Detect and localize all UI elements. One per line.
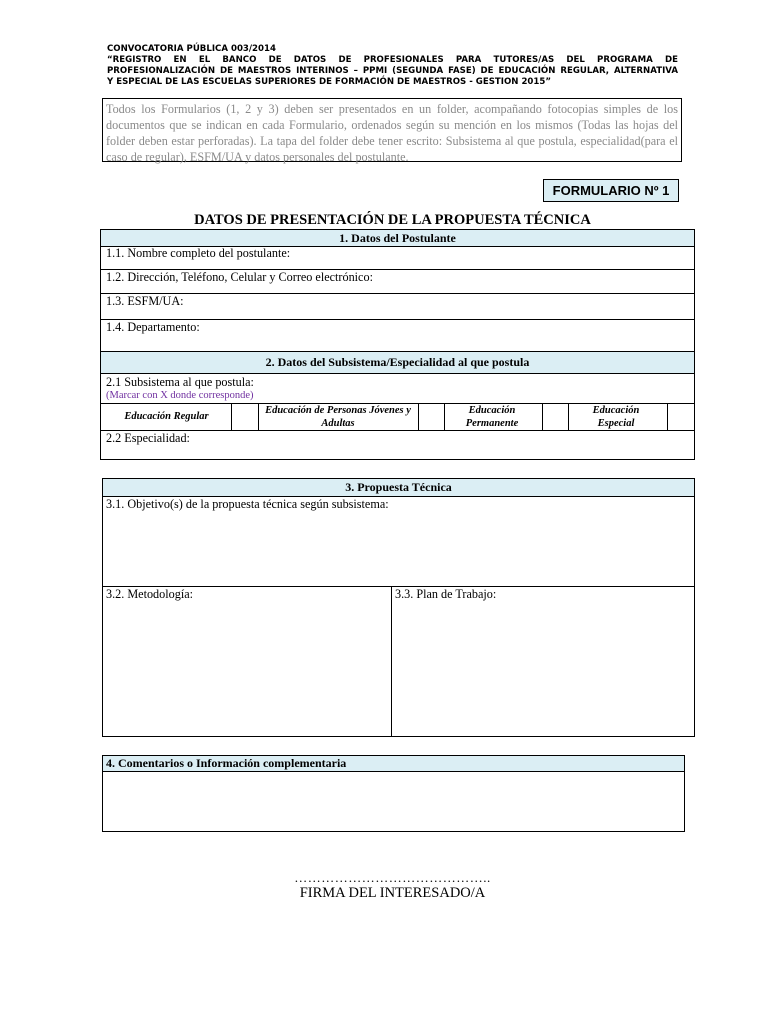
comments-field[interactable] (103, 772, 684, 831)
checkbox-educacion-permanente[interactable] (543, 404, 568, 430)
option-educacion-permanente: Educación Permanente (465, 405, 519, 429)
signature-label: FIRMA DEL INTERESADO/A (299, 885, 486, 901)
instructions-note: Todos los Formularios (1, 2 y 3) deben ser presentados en un folder, acompañando fotocopias simples de los documentos que se indican en cada Formulario, ordenados según su mención en los mismos (Todas las hojas del folder deben estar perforadas). La tapa del folder debe tener escrito: Subsistema al que postula, especialidad(para el caso de regular), ESFM/UA y datos personales del postulante. (102, 98, 682, 162)
field-address-contact[interactable]: 1.2. Dirección, Teléfono, Celular y Correo electrónico: (106, 270, 373, 284)
form-number-badge: FORMULARIO Nº 1 (543, 179, 679, 202)
option-educacion-regular: Educación Regular (124, 411, 209, 422)
checkbox-educacion-jovenes-adultas[interactable] (419, 404, 444, 430)
field-methodology[interactable]: 3.2. Metodología: (106, 587, 193, 601)
checkbox-educacion-regular[interactable] (232, 404, 258, 430)
field-subsystem-label: 2.1 Subsistema al que postula: (106, 375, 254, 389)
document-header (107, 44, 678, 88)
section1-heading: 1. Datos del Postulante (101, 230, 694, 247)
header-line: CONVOCATORIA PÚBLICA 003/2014 (107, 44, 276, 54)
field-esfm-ua[interactable]: 1.3. ESFM/UA: (106, 294, 184, 308)
option-educacion-jovenes-adultas: Educación de Personas Jóvenes y Adultas (265, 405, 411, 429)
signature-line: …………………………………….. (294, 870, 491, 885)
header-line: Y ESPECIAL DE LAS ESCUELAS SUPERIORES DE FORMACIÓN DE MAESTROS - GESTION 2015” (107, 77, 552, 87)
checkbox-educacion-especial[interactable] (668, 404, 694, 430)
subsystem-hint: (Marcar con X donde corresponde) (106, 390, 254, 401)
technical-proposal-table (102, 478, 695, 737)
section4-heading: 4. Comentarios o Información complementaria (103, 756, 684, 772)
field-full-name[interactable]: 1.1. Nombre completo del postulante: (106, 246, 291, 260)
field-department[interactable]: 1.4. Departamento: (106, 320, 200, 334)
field-specialty[interactable]: 2.2 Especialidad: (106, 431, 190, 445)
option-educacion-especial: Educación Especial (592, 405, 640, 429)
field-objectives[interactable]: 3.1. Objetivo(s) de la propuesta técnica según subsistema: (106, 497, 389, 511)
header-line: PROFESIONALIZACIÓN DE MAESTROS INTERINOS – PPMI (SEGUNDA FASE) DE EDUCACIÓN REGULAR, ALTERNATIVA (107, 66, 678, 76)
page-title: DATOS DE PRESENTACIÓN DE LA PROPUESTA TÉCNICA (194, 212, 591, 228)
section3-heading: 3. Propuesta Técnica (103, 479, 694, 497)
section2-heading: 2. Datos del Subsistema/Especialidad al que postula (101, 352, 694, 374)
header-line: “REGISTRO EN EL BANCO DE DATOS DE PROFESIONALES PARA TUTORES/AS DEL PROGRAMA DE (107, 55, 678, 65)
field-work-plan[interactable]: 3.3. Plan de Trabajo: (395, 587, 497, 601)
